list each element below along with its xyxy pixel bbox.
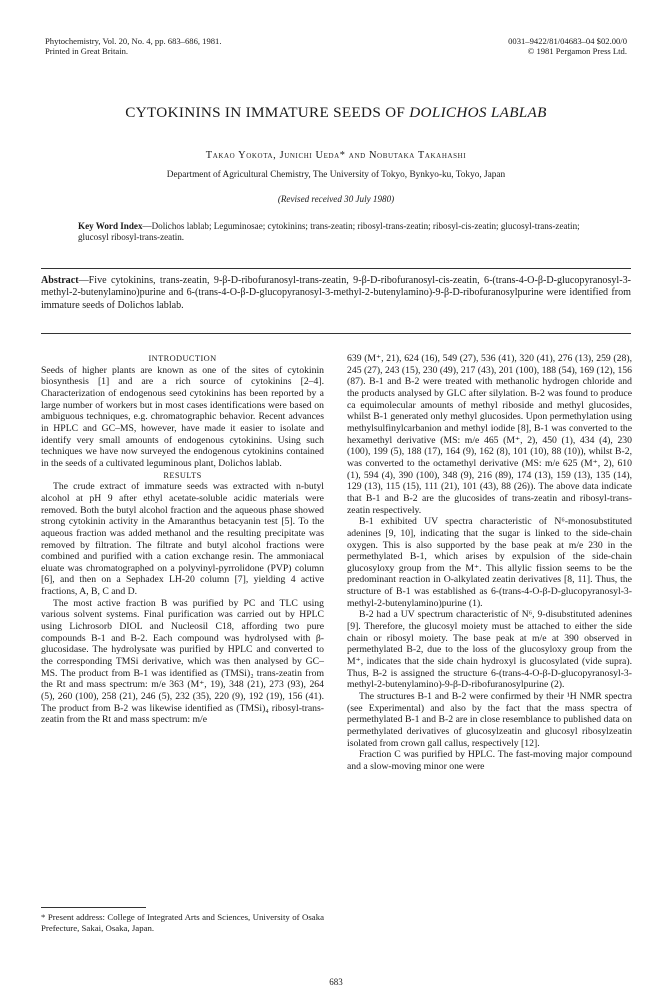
abstract bbox=[41, 275, 631, 312]
abstract-text: —Five cytokinins, trans-zeatin, 9-β-D-ribofuranosyl-trans-zeatin, 9-β-D-ribofuranosyl-cis-zeatin, 6-(trans-4-O-β-D-glucopyranosyl-3-methyl-2-butenylamino)purine and 6-(trans-4-O-β-D-glucopyranosyl-3-methyl-2-butenylamino)-9-β-D-ribofuranosylpurine were identified from immature seeds of Dolichos lablab. bbox=[41, 275, 631, 311]
abstract-top-rule bbox=[41, 268, 631, 269]
page-number: 683 bbox=[329, 977, 343, 987]
results-paragraph-6: The structures B-1 and B-2 were confirmed by their ¹H NMR spectra (see Experimental) and also by the fact that the mass spectra of permethylated B-1 and B-2 are in close resemblance to published data on permethylated derivatives of glucosylzeatin and glucosyl ribosylzeatin isolated from crown gall callus, respectively [12]. bbox=[347, 691, 632, 749]
keyword-label: Key Word Index bbox=[78, 221, 143, 231]
results-paragraph-3: 639 (M⁺, 21), 624 (16), 549 (27), 536 (41), 320 (41), 276 (13), 259 (28), 245 (27), 243 (15), 230 (49), 217 (43), 201 (100), 188 (54), 169 (12), 156 (87). B-1 and B-2 were treated with methanolic hydrogen chloride and the products analysed by GLC after silylation. B-2 was found to produce ca equimolecular amounts of methyl riboside and methyl glucosides, whilst B-1 generated only methyl glucosides. Upon permethylation using methylsulfinylcarbanion and methyl iodide [8], B-1 was converted to the hexamethyl derivative (MS: m/e 465 (M⁺, 2), 450 (1), 434 (4), 230 (100), 199 (5), 188 (17), 164 (9), 162 (8), 101 (10), 88 (10)), whilst B-2, was converted to the octamethyl derivative (MS: m/e 625 (M⁺, 2), 610 (1), 594 (4), 390 (100), 348 (9), 216 (89), 174 (13), 159 (13), 135 (14), 129 (13), 115 (15), 111 (21), 101 (43), 88 (26)). The above data indicate that B-1 and B-2 are the glucosides of trans-zeatin and ribosyl-trans-zeatin respectively. bbox=[347, 353, 632, 516]
issn-line: 0031–9422/81/04683–04 $02.00/0 bbox=[508, 36, 627, 46]
author-list: Takao Yokota, Junichi Ueda* and Nobutaka Takahashi bbox=[205, 150, 467, 161]
results-paragraph-5: B-2 had a UV spectrum characteristic of N⁶, 9-disubstituted adenines [9]. Therefore, the glucosyl moiety must be attached to either the side chain or ribosyl moiety. The base peak at m/e at 390 observed in permethylated B-2, due to the loss of the glucosyloxy group from the M⁺, indicates that the side chain hydroxyl is glucosylated (vide supra). Thus, B-2 is assigned the structure 6-(trans-4-O-β-D-glucopyranosyl-3-methyl-2-butenylamino)-9-β-D-ribofuranosylpurine (2). bbox=[347, 609, 632, 691]
journal-citation bbox=[45, 36, 345, 56]
results-paragraph-4: B-1 exhibited UV spectra characteristic of N⁶-monosubstituted adenines [9, 10], indicating that the sugar is linked to the side-chain oxygen. This is also supported by the base peak at m/e 230 in the permethylated B-1, which arises by expulsion of the side-chain glucosyloxy group from the M⁺. This allylic fission seems to be the predominant reaction in O-alkylated zeatin derivatives [8, 11]. Thus, the structure of B-1 was established as 6-(trans-4-O-β-D-glucopyranosyl-3-methyl-2-butenylamino)purine (1). bbox=[347, 516, 632, 609]
results-paragraph-1: The crude extract of immature seeds was extracted with n-butyl alcohol at pH 9 after ethyl acetate-soluble acidic materials were removed. Both the butyl alcohol fraction and the aqueous phase showed strong cytokinin activity in the Amaranthus betacyanin test [5]. To the aqueous fraction was added methanol and the resulting precipitate was removed by filtration. The filtrate and butyl alcohol fractions were combined and purified with a cation exchange resin. The ammoniacal eluate was chromatographed on a polyvinyl-pyrrolidone (PVP) column [6], and then on a Sephadex LH-20 column [7], yielding 4 active fractions, A, B, C and D. bbox=[41, 481, 324, 598]
printed-line: Printed in Great Britain. bbox=[45, 46, 129, 56]
title-species: DOLICHOS LABLAB bbox=[409, 104, 547, 121]
abstract-bottom-rule bbox=[41, 333, 631, 334]
footnote: * Present address: College of Integrated Arts and Sciences, University of Osaka Prefecture, Sakai, Osaka, Japan. bbox=[41, 912, 324, 933]
right-column bbox=[347, 353, 632, 773]
keyword-index bbox=[78, 221, 608, 244]
title-main: CYTOKININS IN IMMATURE SEEDS OF bbox=[125, 104, 410, 121]
results-heading: RESULTS bbox=[163, 470, 202, 480]
paper-title bbox=[40, 104, 632, 122]
left-column bbox=[41, 353, 324, 726]
keyword-text: —Dolichos lablab; Leguminosae; cytokinins; trans-zeatin; ribosyl-trans-zeatin; ribosyl-cis-zeatin; glucosyl-trans-zeatin; glucosyl ribosyl-trans-zeatin. bbox=[78, 221, 580, 243]
copyright-block bbox=[327, 36, 627, 56]
abstract-label: Abstract bbox=[41, 275, 79, 286]
revised-date: (Revised received 30 July 1980) bbox=[277, 194, 395, 204]
affiliation: Department of Agricultural Chemistry, The University of Tokyo, Bynkyo-ku, Tokyo, Japan bbox=[166, 170, 506, 180]
results-paragraph-2: The most active fraction B was purified by PC and TLC using various solvent systems. Final purification was carried out by HPLC using Lichrosorb DIOL and Nucleosil C18, affording two pure compounds B-1 and B-2. Each compound was hydrolysed with β-glucosidase. The hydrolysate was purified by HPLC and converted to the corresponding TMSi derivative, which was then analysed by GC–MS. The product from B-1 was identified as (TMSi)₂ trans-zeatin from the Rt and mass spectrum: m/e 363 (M⁺, 19), 348 (21), 273 (93), 264 (5), 260 (100), 258 (21), 246 (5), 232 (35), 220 (9), 192 (19), 156 (41). The product from B-2 was likewise identified as (TMSi)₄ ribosyl-trans-zeatin from the Rt and mass spectrum: m/e bbox=[41, 597, 324, 726]
footnote-rule bbox=[41, 907, 146, 908]
results-paragraph-7: Fraction C was purified by HPLC. The fast-moving major compound and a slow-moving minor one were bbox=[347, 749, 632, 772]
introduction-heading: INTRODUCTION bbox=[148, 354, 217, 363]
introduction-paragraph: Seeds of higher plants are known as one of the sites of cytokinin biosynthesis [1] and are a rich source of cytokinins [2–4]. Characterization of endogenous seed cytokinins has been reported by a large number of workers but in most cases identifications were based on ambiguous techniques, e.g. chromatographic behavior. Recent advances in HPLC and GC–MS, however, have made it easier to isolate and identify very small amounts of endogenous cytokinins. Using such techniques we have now surveyed the endogenous cytokinins contained in the seeds of a cultivated leguminous plant, Dolichos lablab. bbox=[41, 364, 324, 469]
journal-line: Phytochemistry, Vol. 20, No. 4, pp. 683–686, 1981. bbox=[45, 36, 222, 46]
copyright-line: © 1981 Pergamon Press Ltd. bbox=[527, 46, 627, 56]
